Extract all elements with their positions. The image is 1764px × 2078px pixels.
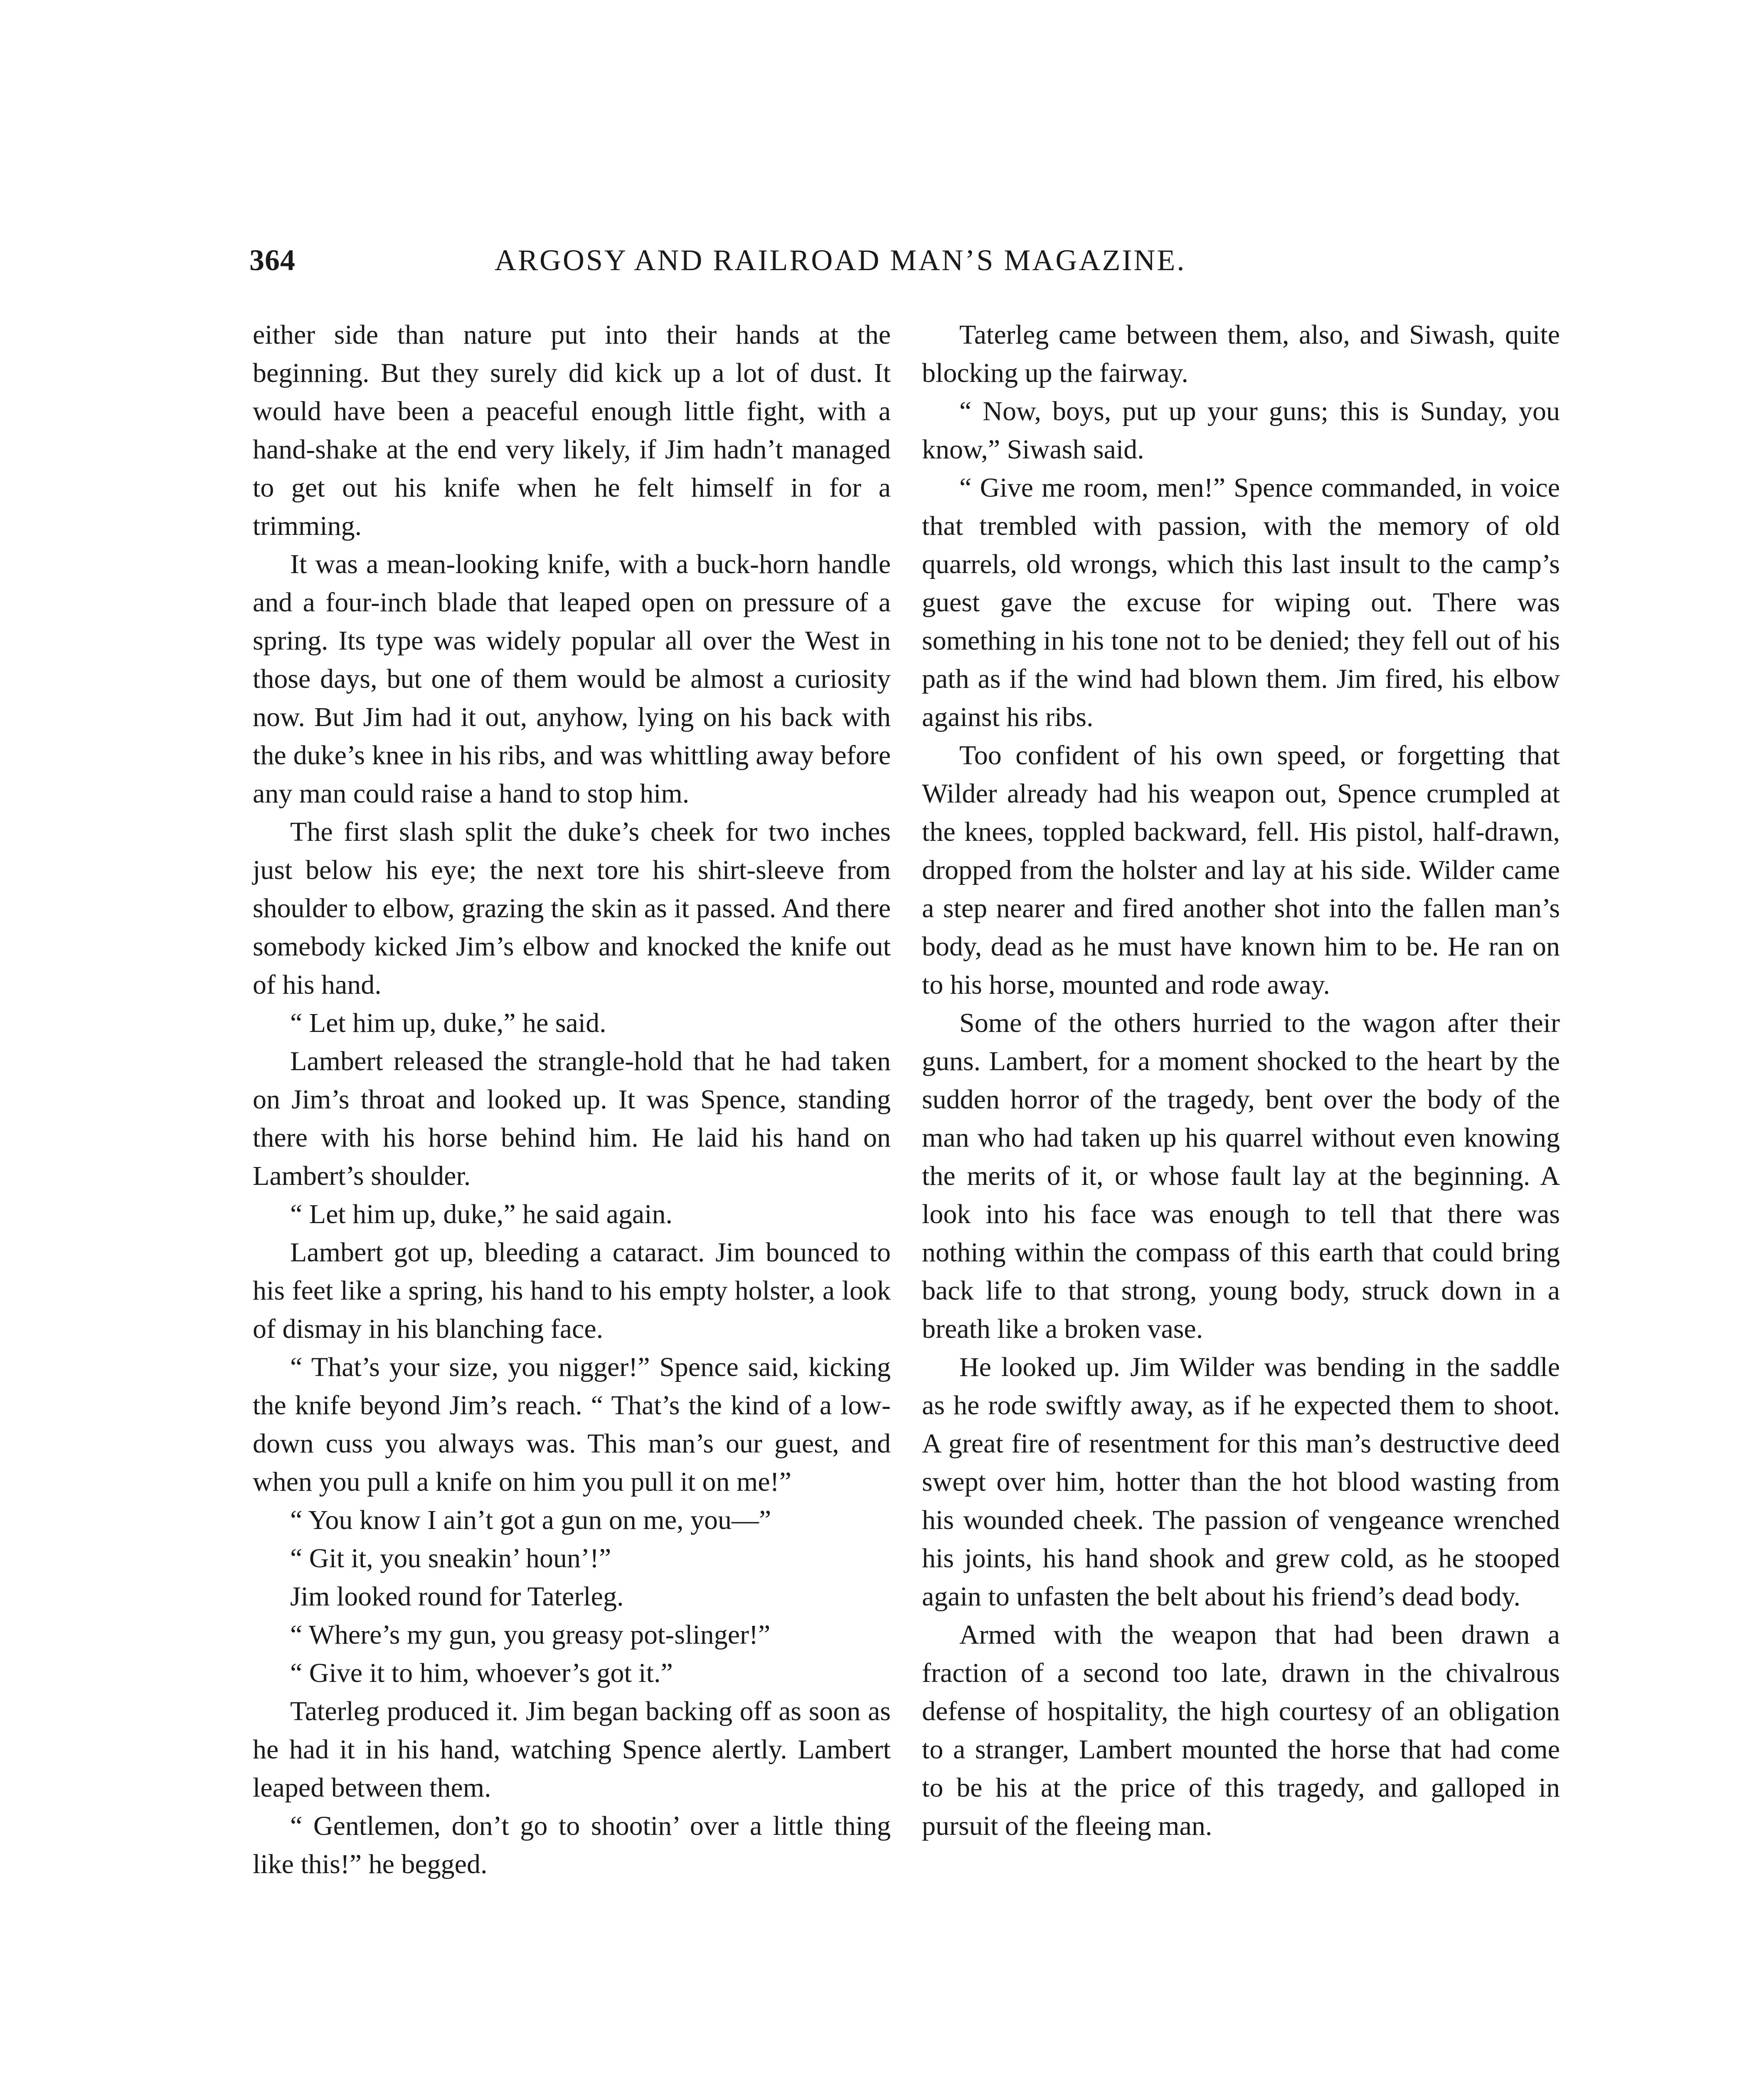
paragraph: Taterleg came between them, also, and Siwash, quite blocking up the fairway.: [922, 320, 1560, 388]
paragraph: Too confident of his own speed, or forgetting that Wilder already had his weapon out, Spence crumpled at the knees, toppled backward, fell. His pistol, half-drawn, dropped from the holster and lay at his side. Wilder came a step nearer and fired another shot into the fallen man’s body, dead as he must have known him to be. He ran on to his horse, mounted and rode away.: [922, 740, 1560, 1000]
page-number: 364: [249, 244, 296, 277]
paragraph: “ Give me room, men!” Spence commanded, in voice that trembled with passion, with the memory of old quarrels, old wrongs, which this last insult to the camp’s guest gave the excuse for wiping out. There was something in his tone not to be denied; they fell out of his path as if the wind had blown them. Jim fired, his elbow against his ribs.: [922, 473, 1560, 732]
paragraph: “ Now, boys, put up your guns; this is Sunday, you know,” Siwash said.: [922, 396, 1560, 465]
paragraph: either side than nature put into their hands at the beginning. But they surely did kick up a lot of dust. It would have been a peaceful enough little fight, with a hand-shake at the end very likely, if Jim hadn’t managed to get out his knife when he felt himself in for a trimming.: [253, 320, 891, 541]
page-header: [249, 243, 1567, 281]
paragraph: Lambert released the strangle-hold that he had taken on Jim’s throat and looked up. It was Spence, standing there with his horse behind him. He laid his hand on Lambert’s shoulder.: [253, 1046, 891, 1191]
paragraph: Lambert got up, bleeding a cataract. Jim bounced to his feet like a spring, his hand to his empty holster, a look of dismay in his blanching face.: [253, 1237, 891, 1344]
paragraph: “ Git it, you sneakin’ houn’!”: [290, 1543, 611, 1573]
paragraph: “ Gentlemen, don’t go to shootin’ over a little thing like this!” he begged.: [253, 1811, 891, 1879]
paragraph: “ Let him up, duke,” he said again.: [290, 1199, 673, 1229]
paragraph: “ That’s your size, you nigger!” Spence said, kicking the knife beyond Jim’s reach. “ That’s the kind of a low-down cuss you always was. This man’s our guest, and when you pull a knife on him you pull it on me!”: [253, 1352, 891, 1497]
left-column: [253, 316, 891, 1883]
paragraph: “ Let him up, duke,” he said.: [290, 1008, 606, 1038]
paragraph: Taterleg produced it. Jim began backing off as soon as he had it in his hand, watching Spence alertly. Lambert leaped between them.: [253, 1696, 891, 1803]
paragraph: “ Give it to him, whoever’s got it.”: [290, 1658, 673, 1688]
running-head: ARGOSY AND RAILROAD MAN’S MAGAZINE.: [495, 244, 1186, 277]
paragraph: The first slash split the duke’s cheek for two inches just below his eye; the next tore his shirt-sleeve from shoulder to elbow, grazing the skin as it passed. And there somebody kicked Jim’s elbow and knocked the knife out of his hand.: [253, 817, 891, 1000]
paragraph: He looked up. Jim Wilder was bending in the saddle as he rode swiftly away, as if he expected them to shoot. A great fire of resentment for this man’s destructive deed swept over him, hotter than the hot blood wasting from his wounded cheek. The passion of vengeance wrenched his joints, his hand shook and grew cold, as he stooped again to unfasten the belt about his friend’s dead body.: [922, 1352, 1560, 1612]
right-column: [922, 316, 1560, 1845]
paragraph: It was a mean-looking knife, with a buck-horn handle and a four-inch blade that leaped open on pressure of a spring. Its type was widely popular all over the West in those days, but one of them would be almost a curiosity now. But Jim had it out, anyhow, lying on his back with the duke’s knee in his ribs, and was whittling away before any man could raise a hand to stop him.: [253, 549, 891, 809]
paragraph: Jim looked round for Taterleg.: [290, 1581, 624, 1612]
paragraph: “ You know I ain’t got a gun on me, you—”: [290, 1505, 771, 1535]
paragraph: “ Where’s my gun, you greasy pot-slinger!”: [290, 1620, 771, 1650]
paragraph: Armed with the weapon that had been drawn a fraction of a second too late, drawn in the chivalrous defense of hospitality, the high courtesy of an obligation to a stranger, Lambert mounted the horse that had come to be his at the price of this tragedy, and galloped in pursuit of the fleeing man.: [922, 1620, 1560, 1841]
paragraph: Some of the others hurried to the wagon after their guns. Lambert, for a moment shocked to the heart by the sudden horror of the tragedy, bent over the body of the man who had taken up his quarrel without even knowing the merits of it, or whose fault lay at the beginning. A look into his face was enough to tell that there was nothing within the compass of this earth that could bring back life to that strong, young body, struck down in a breath like a broken vase.: [922, 1008, 1560, 1344]
